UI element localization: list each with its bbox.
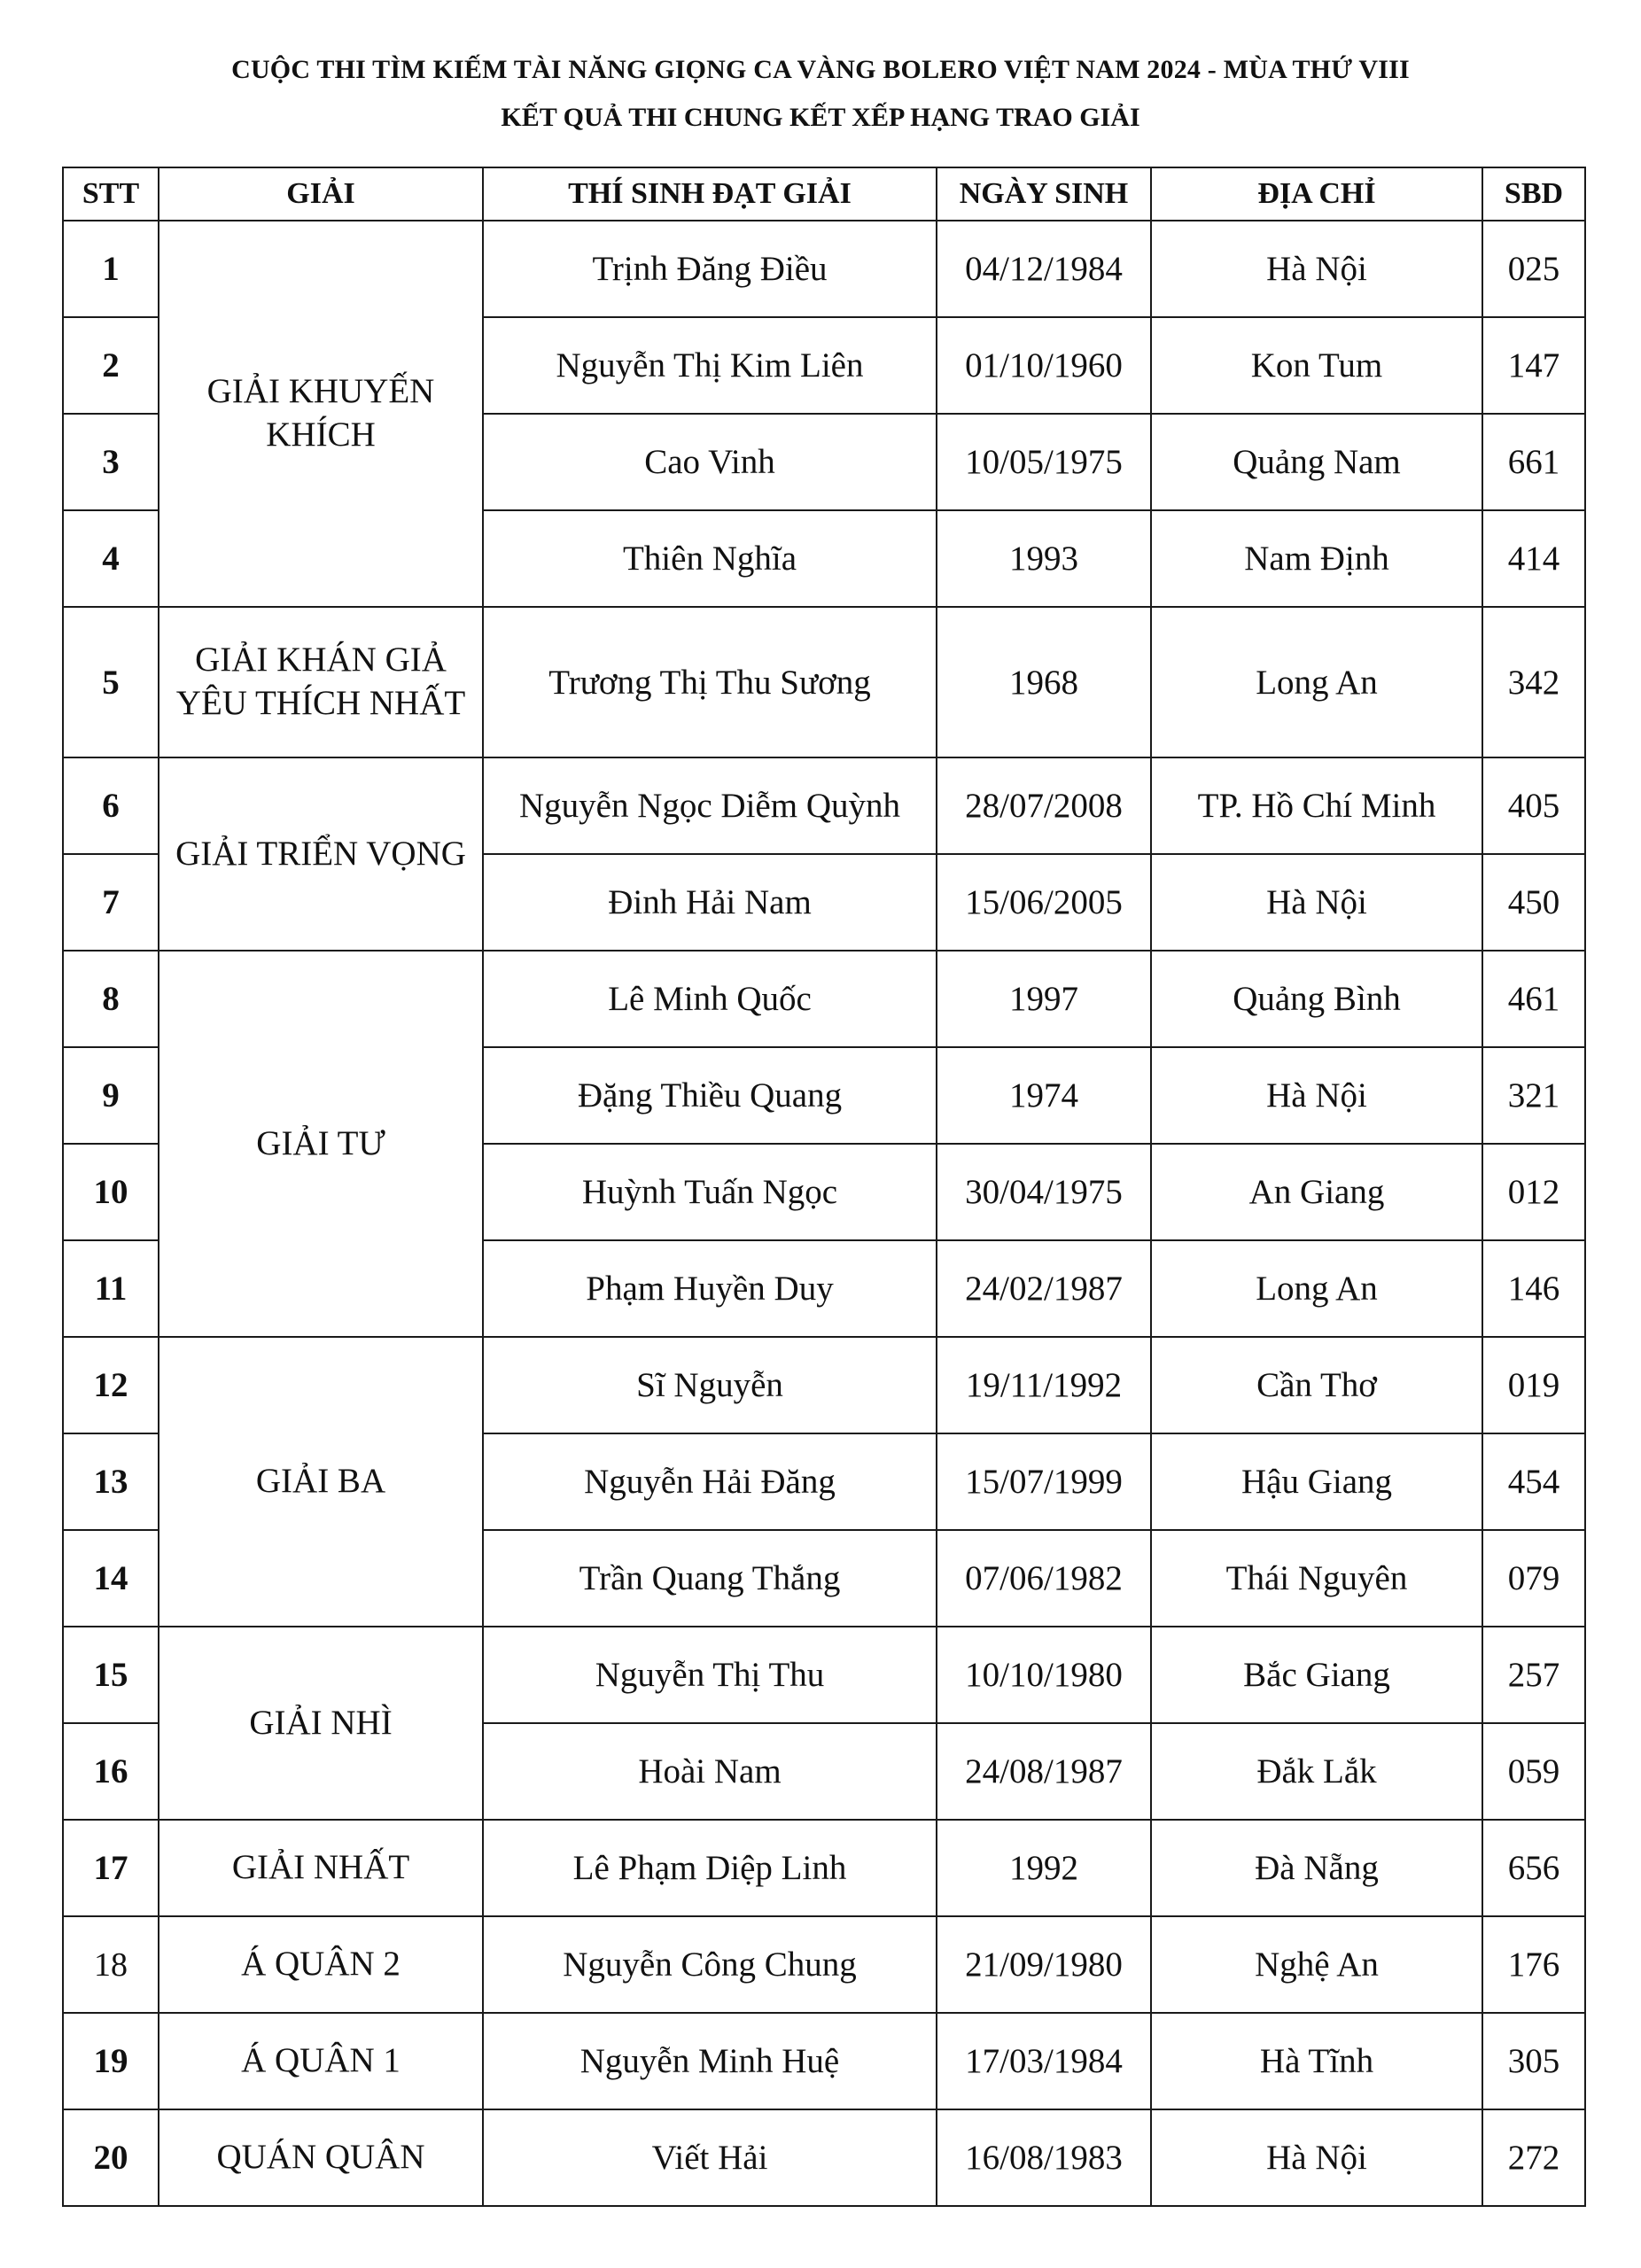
row-stt: 13 bbox=[63, 1433, 159, 1530]
contestant-name: Trần Quang Thắng bbox=[483, 1530, 937, 1627]
contestant-name: Đặng Thiều Quang bbox=[483, 1047, 937, 1144]
header-stt: STT bbox=[63, 167, 159, 221]
contestant-sbd: 450 bbox=[1482, 854, 1585, 951]
header-sbd: SBD bbox=[1482, 167, 1585, 221]
contestant-sbd: 019 bbox=[1482, 1337, 1585, 1433]
row-stt: 1 bbox=[63, 221, 159, 317]
contestant-sbd: 414 bbox=[1482, 510, 1585, 607]
prize-cell: GIẢI KHUYẾN KHÍCH bbox=[159, 221, 483, 607]
contestant-address: Đắk Lắk bbox=[1151, 1723, 1482, 1820]
contestant-name: Trương Thị Thu Sương bbox=[483, 607, 937, 757]
document-title: CUỘC THI TÌM KIẾM TÀI NĂNG GIỌNG CA VÀNG BOLERO VIỆT NAM 2024 - MÙA THỨ VIII bbox=[231, 55, 1410, 84]
header-contestant: THÍ SINH ĐẠT GIẢI bbox=[483, 167, 937, 221]
contestant-address: Hà Nội bbox=[1151, 221, 1482, 317]
contestant-name: Đinh Hải Nam bbox=[483, 854, 937, 951]
contestant-name: Hoài Nam bbox=[483, 1723, 937, 1820]
contestant-dob: 21/09/1980 bbox=[937, 1916, 1151, 2013]
contestant-address: Long An bbox=[1151, 1240, 1482, 1337]
row-stt: 17 bbox=[63, 1820, 159, 1916]
row-stt: 4 bbox=[63, 510, 159, 607]
contestant-name: Thiên Nghĩa bbox=[483, 510, 937, 607]
contestant-sbd: 321 bbox=[1482, 1047, 1585, 1144]
table-row bbox=[63, 1916, 1585, 2013]
contestant-name: Nguyễn Công Chung bbox=[483, 1916, 937, 2013]
contestant-address: Nghệ An bbox=[1151, 1916, 1482, 2013]
contestant-address: Quảng Nam bbox=[1151, 414, 1482, 510]
contestant-dob: 10/10/1980 bbox=[937, 1627, 1151, 1723]
table-row bbox=[63, 951, 1585, 1047]
contestant-name: Phạm Huyền Duy bbox=[483, 1240, 937, 1337]
row-stt: 6 bbox=[63, 757, 159, 854]
row-stt: 18 bbox=[63, 1916, 159, 2013]
contestant-sbd: 272 bbox=[1482, 2109, 1585, 2206]
contestant-sbd: 656 bbox=[1482, 1820, 1585, 1916]
contestant-dob: 01/10/1960 bbox=[937, 317, 1151, 414]
contestant-dob: 19/11/1992 bbox=[937, 1337, 1151, 1433]
table-row bbox=[63, 1820, 1585, 1916]
contestant-sbd: 454 bbox=[1482, 1433, 1585, 1530]
prize-cell: GIẢI NHẤT bbox=[159, 1820, 483, 1916]
contestant-dob: 1968 bbox=[937, 607, 1151, 757]
row-stt: 9 bbox=[63, 1047, 159, 1144]
contestant-address: Long An bbox=[1151, 607, 1482, 757]
contestant-sbd: 025 bbox=[1482, 221, 1585, 317]
header-dob: NGÀY SINH bbox=[937, 167, 1151, 221]
contestant-address: Quảng Bình bbox=[1151, 951, 1482, 1047]
prize-cell: GIẢI TƯ bbox=[159, 951, 483, 1337]
row-stt: 2 bbox=[63, 317, 159, 414]
contestant-sbd: 661 bbox=[1482, 414, 1585, 510]
contestant-dob: 1993 bbox=[937, 510, 1151, 607]
contestant-name: Nguyễn Thị Kim Liên bbox=[483, 317, 937, 414]
contestant-name: Lê Minh Quốc bbox=[483, 951, 937, 1047]
contestant-dob: 16/08/1983 bbox=[937, 2109, 1151, 2206]
prize-cell: Á QUÂN 2 bbox=[159, 1916, 483, 2013]
contestant-sbd: 176 bbox=[1482, 1916, 1585, 2013]
table-row bbox=[63, 2109, 1585, 2206]
table-row bbox=[63, 607, 1585, 757]
prize-cell: GIẢI BA bbox=[159, 1337, 483, 1627]
row-stt: 11 bbox=[63, 1240, 159, 1337]
contestant-name: Cao Vinh bbox=[483, 414, 937, 510]
contestant-address: Hà Nội bbox=[1151, 854, 1482, 951]
contestant-address: TP. Hồ Chí Minh bbox=[1151, 757, 1482, 854]
contestant-address: Thái Nguyên bbox=[1151, 1530, 1482, 1627]
contestant-dob: 10/05/1975 bbox=[937, 414, 1151, 510]
contestant-dob: 1974 bbox=[937, 1047, 1151, 1144]
row-stt: 16 bbox=[63, 1723, 159, 1820]
contestant-address: An Giang bbox=[1151, 1144, 1482, 1240]
row-stt: 20 bbox=[63, 2109, 159, 2206]
contestant-name: Viết Hải bbox=[483, 2109, 937, 2206]
row-stt: 8 bbox=[63, 951, 159, 1047]
table-header-row bbox=[63, 167, 1585, 221]
contestant-name: Nguyễn Thị Thu bbox=[483, 1627, 937, 1723]
contestant-address: Hà Nội bbox=[1151, 1047, 1482, 1144]
contestant-dob: 17/03/1984 bbox=[937, 2013, 1151, 2109]
contestant-address: Kon Tum bbox=[1151, 317, 1482, 414]
table-row bbox=[63, 757, 1585, 854]
contestant-sbd: 405 bbox=[1482, 757, 1585, 854]
contestant-address: Bắc Giang bbox=[1151, 1627, 1482, 1723]
contestant-dob: 24/08/1987 bbox=[937, 1723, 1151, 1820]
row-stt: 14 bbox=[63, 1530, 159, 1627]
row-stt: 12 bbox=[63, 1337, 159, 1433]
contestant-sbd: 059 bbox=[1482, 1723, 1585, 1820]
contestant-dob: 15/06/2005 bbox=[937, 854, 1151, 951]
contestant-name: Nguyễn Minh Huệ bbox=[483, 2013, 937, 2109]
table-row bbox=[63, 1337, 1585, 1433]
contestant-sbd: 147 bbox=[1482, 317, 1585, 414]
contestant-sbd: 305 bbox=[1482, 2013, 1585, 2109]
contestant-address: Hà Nội bbox=[1151, 2109, 1482, 2206]
results-table bbox=[62, 167, 1586, 2207]
contestant-address: Hà Tĩnh bbox=[1151, 2013, 1482, 2109]
contestant-name: Nguyễn Ngọc Diễm Quỳnh bbox=[483, 757, 937, 854]
row-stt: 7 bbox=[63, 854, 159, 951]
contestant-sbd: 257 bbox=[1482, 1627, 1585, 1723]
contestant-sbd: 146 bbox=[1482, 1240, 1585, 1337]
contestant-dob: 28/07/2008 bbox=[937, 757, 1151, 854]
row-stt: 15 bbox=[63, 1627, 159, 1723]
header-address: ĐỊA CHỈ bbox=[1151, 167, 1482, 221]
contestant-name: Huỳnh Tuấn Ngọc bbox=[483, 1144, 937, 1240]
contestant-dob: 15/07/1999 bbox=[937, 1433, 1151, 1530]
contestant-dob: 24/02/1987 bbox=[937, 1240, 1151, 1337]
prize-cell: GIẢI KHÁN GIẢ YÊU THÍCH NHẤT bbox=[159, 607, 483, 757]
prize-cell: GIẢI TRIỂN VỌNG bbox=[159, 757, 483, 951]
contestant-dob: 1997 bbox=[937, 951, 1151, 1047]
row-stt: 5 bbox=[63, 607, 159, 757]
document-subtitle: KẾT QUẢ THI CHUNG KẾT XẾP HẠNG TRAO GIẢI bbox=[501, 103, 1140, 132]
table-row bbox=[63, 1627, 1585, 1723]
contestant-sbd: 079 bbox=[1482, 1530, 1585, 1627]
contestant-dob: 30/04/1975 bbox=[937, 1144, 1151, 1240]
table-row bbox=[63, 2013, 1585, 2109]
contestant-address: Cần Thơ bbox=[1151, 1337, 1482, 1433]
contestant-sbd: 342 bbox=[1482, 607, 1585, 757]
contestant-dob: 04/12/1984 bbox=[937, 221, 1151, 317]
contestant-sbd: 461 bbox=[1482, 951, 1585, 1047]
contestant-address: Nam Định bbox=[1151, 510, 1482, 607]
header-prize: GIẢI bbox=[159, 167, 483, 221]
row-stt: 10 bbox=[63, 1144, 159, 1240]
contestant-sbd: 012 bbox=[1482, 1144, 1585, 1240]
contestant-dob: 07/06/1982 bbox=[937, 1530, 1151, 1627]
row-stt: 3 bbox=[63, 414, 159, 510]
contestant-name: Lê Phạm Diệp Linh bbox=[483, 1820, 937, 1916]
prize-cell: Á QUÂN 1 bbox=[159, 2013, 483, 2109]
prize-cell: GIẢI NHÌ bbox=[159, 1627, 483, 1820]
contestant-dob: 1992 bbox=[937, 1820, 1151, 1916]
contestant-name: Sĩ Nguyễn bbox=[483, 1337, 937, 1433]
table-row bbox=[63, 221, 1585, 317]
contestant-name: Nguyễn Hải Đăng bbox=[483, 1433, 937, 1530]
contestant-address: Đà Nẵng bbox=[1151, 1820, 1482, 1916]
contestant-name: Trịnh Đăng Điều bbox=[483, 221, 937, 317]
prize-cell: QUÁN QUÂN bbox=[159, 2109, 483, 2206]
contestant-address: Hậu Giang bbox=[1151, 1433, 1482, 1530]
row-stt: 19 bbox=[63, 2013, 159, 2109]
